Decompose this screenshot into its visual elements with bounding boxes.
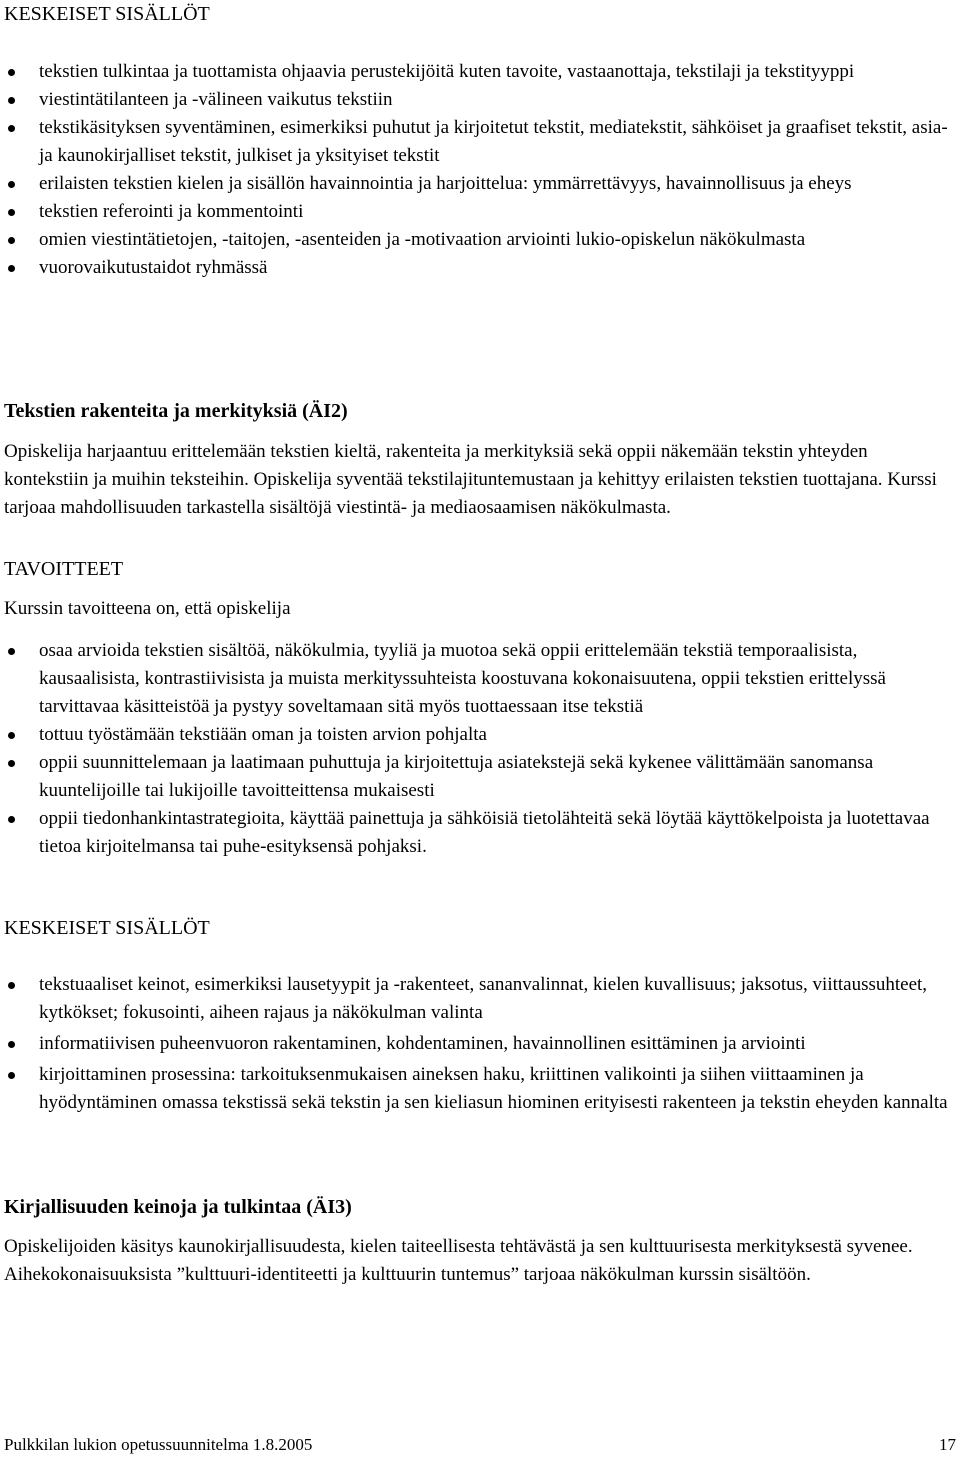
list-item: oppii tiedonhankintastrategioita, käyttää painettuja ja sähköisiä tietolähteitä sekä löytää käyttökelpoista ja luotettavaa tietoa kirjoitelmansa tai puhe-esityksensä pohjaksi. [0,805,950,861]
page-number: 17 [939,1435,956,1454]
list-item: viestintätilanteen ja -välineen vaikutus tekstiin [0,86,950,114]
list-item: osaa arvioida tekstien sisältöä, näkökulmia, tyyliä ja muotoa sekä oppii erittelemään tekstiä temporaalisista, kausaalisista, kontrastiivisista ja muista merkityssuhteista koostuvana kokonaisuutena, oppii tekstien erittelyssä tarvittavaa käsitteistöä ja pystyy soveltamaan sitä myös tuottaessaan itse tekstiä [0,637,950,721]
list-item: kirjoittaminen prosessina: tarkoituksenmukaisen aineksen haku, kriittinen valikointi ja siihen viittaaminen ja hyödyntäminen omassa tekstissä sekä tekstin ja sen kieliasun hiominen erityisesti rakenteen ja tekstin eheyden kannalta [0,1061,950,1117]
section-heading-keskeiset-sisallot: KESKEISET SISÄLLÖT [4,3,210,25]
course-description-ai3: Opiskelijoiden käsitys kaunokirjallisuudesta, kielen taiteellisesta tehtävästä ja sen kulttuurisesta merkityksestä syvenee. Aihekokonaisuuksista ”kulttuuri-identiteetti ja kulttuurin tuntemus” tarjoaa näkökulman kurssin sisältöön. [4,1236,913,1285]
course-title-ai3: Kirjallisuuden keinoja ja tulkintaa (ÄI3) [4,1196,352,1218]
list-item: informatiivisen puheenvuoron rakentaminen, kohdentaminen, havainnollinen esittäminen ja arviointi [0,1030,950,1058]
footer-document-title: Pulkkilan lukion opetussuunnitelma 1.8.2005 [4,1435,313,1454]
goals-heading: TAVOITTEET [4,558,124,580]
key-contents-list-ai2 [0,971,950,1117]
goals-list [0,637,950,861]
section-heading-keskeiset-sisallot-ai2: KESKEISET SISÄLLÖT [4,917,210,939]
key-contents-list [0,58,950,282]
course-description-ai2: Opiskelija harjaantuu erittelemään tekstien kieltä, rakenteita ja merkityksiä sekä oppii näkemään tekstin yhteyden kontekstiin ja muihin teksteihin. Opiskelija syventää tekstilajituntemustaan ja kehittyy erilaisten tekstien tuottajana. Kurssi tarjoaa mahdollisuuden tarkastella sisältöjä viestintä- ja mediaosaamisen näkökulmasta. [4,441,937,518]
list-item: oppii suunnittelemaan ja laatimaan puhuttuja ja kirjoitettuja asiatekstejä sekä kykenee välittämään sanomansa kuuntelijoille tai lukijoille tavoitteittensa mukaisesti [0,749,950,805]
goals-intro: Kurssin tavoitteena on, että opiskelija [4,598,291,619]
list-item: omien viestintätietojen, -taitojen, -asenteiden ja -motivaation arviointi lukio-opiskelun näkökulmasta [0,226,950,254]
list-item: vuorovaikutustaidot ryhmässä [0,254,950,282]
list-item: tottuu työstämään tekstiään oman ja toisten arvion pohjalta [0,721,950,749]
list-item: tekstien referointi ja kommentointi [0,198,950,226]
list-item: tekstikäsityksen syventäminen, esimerkiksi puhutut ja kirjoitetut tekstit, mediatekstit, sähköiset ja graafiset tekstit, asia- ja kaunokirjalliset tekstit, julkiset ja yksityiset tekstit [0,114,950,170]
list-item: tekstien tulkintaa ja tuottamista ohjaavia perustekijöitä kuten tavoite, vastaanottaja, tekstilaji ja tekstityyppi [0,58,950,86]
list-item: tekstuaaliset keinot, esimerkiksi lausetyypit ja -rakenteet, sananvalinnat, kielen kuvallisuus; jaksotus, viittaussuhteet, kytkökset; fokusointi, aiheen rajaus ja näkökulman valinta [0,971,950,1027]
course-title-ai2: Tekstien rakenteita ja merkityksiä (ÄI2) [4,400,348,422]
list-item: erilaisten tekstien kielen ja sisällön havainnointia ja harjoittelua: ymmärrettävyys, havainnollisuus ja eheys [0,170,950,198]
